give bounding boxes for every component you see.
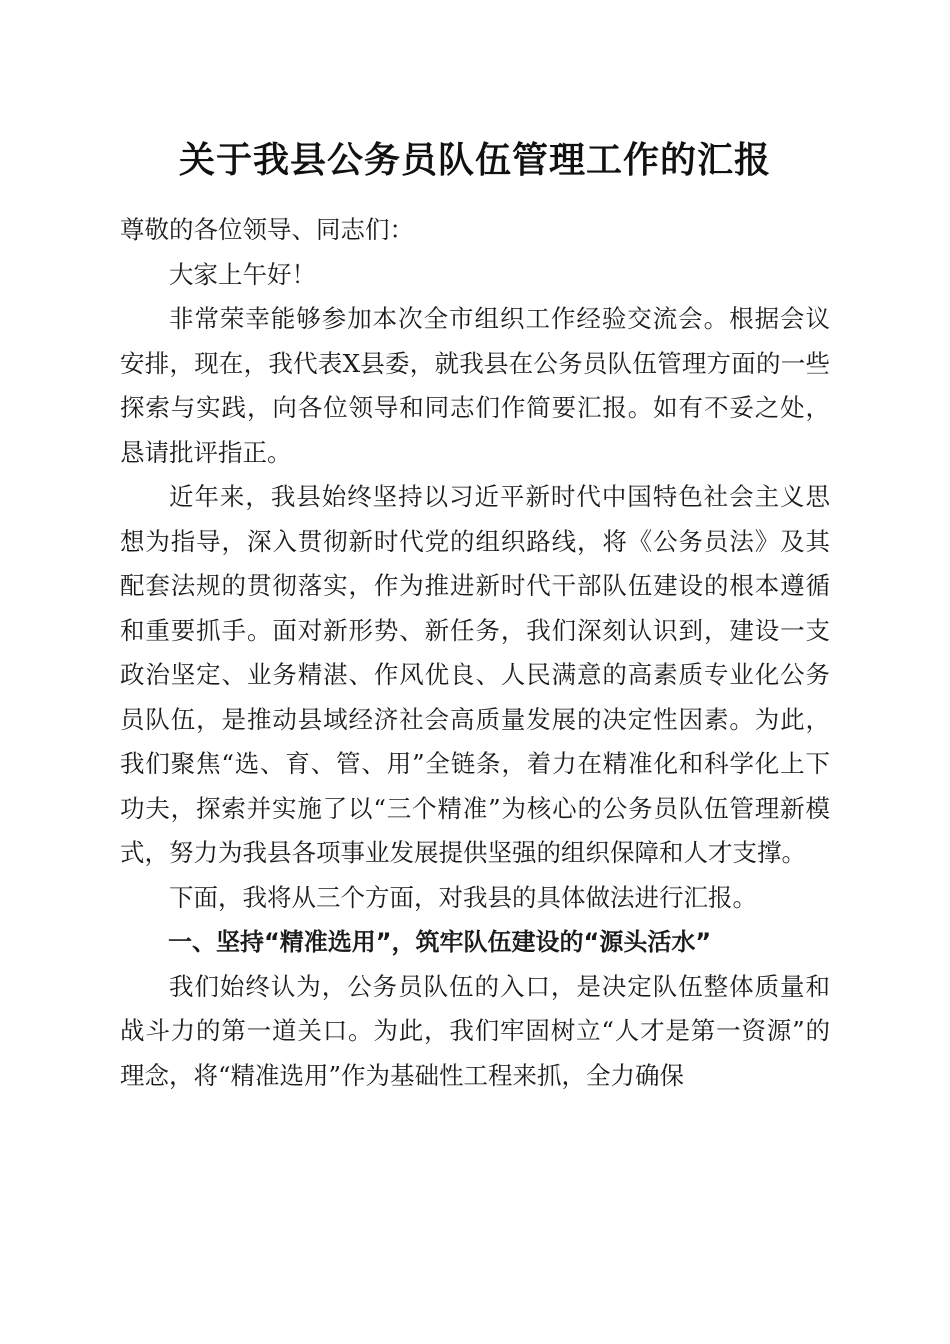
section-heading-1: 一、坚持“精准选用”，筑牢队伍建设的“源头活水”	[168, 928, 712, 956]
salutation: 尊敬的各位领导、同志们：	[120, 215, 414, 244]
greeting: 大家上午好！	[169, 259, 316, 289]
document-title: 关于我县公务员队伍管理工作的汇报	[178, 139, 771, 181]
paragraph-background: 近年来，我县始终坚持以习近平新时代中国特色社会主义思想为指导，深入贯彻新时代党的组织路线，将《公务员法》及其配套法规的贯彻落实，作为推进新时代干部队伍建设的根本遵循和重要抓手。面对新形势、新任务，我们深刻认识到，建设一支政治坚定、业务精湛、作风优良、人民满意的高素质专业化公务员队伍，是推动县域经济社会高质量发展的决定性因素。为此，我们聚焦“选、育、管、用”全链条，着力在精准化和科学化上下功夫，探索并实施了以“三个精准”为核心的公务员队伍管理新模式，努力为我县各项事业发展提供坚强的组织保障和人才支撑。	[120, 482, 830, 867]
paragraph-intro: 非常荣幸能够参加本次全市组织工作经验交流会。根据会议安排，现在，我代表X县委，就我县在公务员队伍管理方面的一些探索与实践，向各位领导和同志们作简要汇报。如有不妥之处，恳请批评指正。	[120, 304, 830, 467]
section-1-paragraph: 我们始终认为，公务员队伍的入口，是决定队伍整体质量和战斗力的第一道关口。为此，我们牢固树立“人才是第一资源”的理念，将“精准选用”作为基础性工程来抓，全力确保	[120, 971, 830, 1090]
document-body	[120, 208, 830, 1098]
paragraph-outline: 下面，我将从三个方面，对我县的具体做法进行汇报。	[169, 882, 757, 912]
